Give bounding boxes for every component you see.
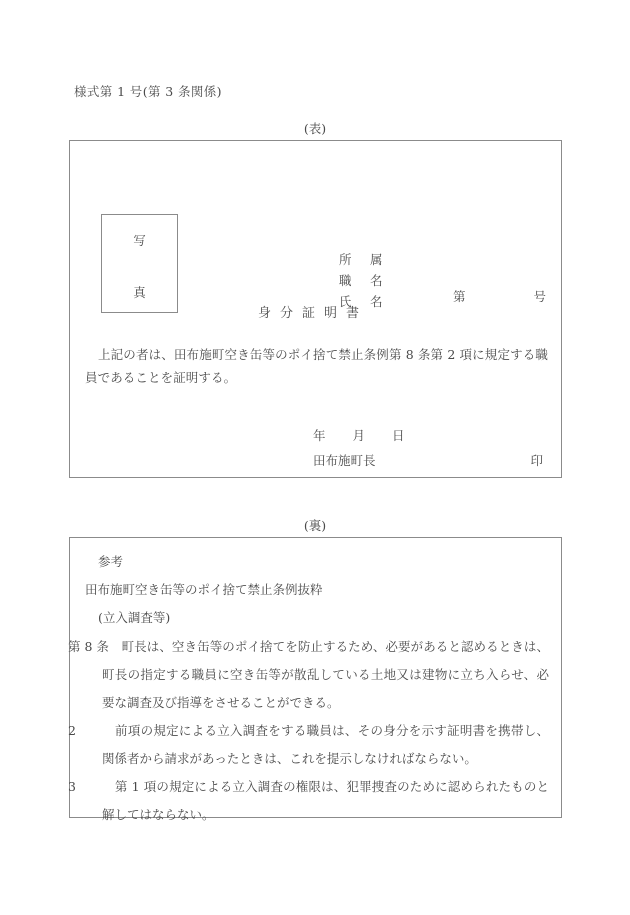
date-day-label: 日 [392, 428, 405, 443]
document-number-suffix: 号 [533, 289, 546, 304]
field-job-title-label-a: 職 [339, 273, 352, 288]
field-affiliation-label-a: 所 [339, 252, 352, 267]
field-job-title-label-b: 名 [370, 273, 383, 288]
page-title: 身分証明書 [258, 306, 369, 321]
clause-article-8-number: 第 8 条 [68, 639, 109, 654]
reference-heading: 参考 [98, 554, 124, 569]
photo-label-char-top: 写 [133, 233, 146, 248]
certificate-front-card [69, 140, 562, 478]
certificate-back-card [68, 537, 562, 822]
field-affiliation [339, 249, 383, 270]
document-number-field [453, 287, 546, 305]
clause-article-8 [68, 633, 549, 717]
front-side-marker: (表) [303, 121, 327, 136]
clause-article-8-text: 町長は、空き缶等のポイ捨てを防止するため、必要があると認めるときは、町長の指定する職員に空き缶等が散乱している土地又は建物に立ち入らせ、必要な調査及び指導をさせることができる。 [102, 639, 549, 710]
section-heading: (立入調査等) [98, 610, 171, 625]
clause-paragraph-2 [68, 717, 549, 773]
document-number-prefix: 第 [453, 289, 466, 304]
clause-paragraph-2-text: 前項の規定による立入調査をする職員は、その身分を示す証明書を携帯し、関係者から請求があったときは、これを提示しなければならない。 [102, 723, 549, 766]
clause-paragraph-3-number: 3 [68, 779, 76, 794]
field-name [339, 291, 383, 312]
date-month-label: 月 [352, 428, 366, 443]
holder-field-list [339, 249, 383, 312]
seal-mark: 印 [530, 453, 543, 468]
form-number-label: 様式第 1 号(第 3 条関係) [74, 84, 222, 99]
date-line [313, 426, 405, 444]
photo-placeholder-box [101, 214, 178, 313]
ordinance-title: 田布施町空き缶等のポイ捨て禁止条例抜粋 [85, 582, 323, 597]
field-name-label-a: 氏 [339, 294, 352, 309]
field-name-label-b: 名 [370, 294, 383, 309]
back-side-marker: (裏) [303, 518, 327, 533]
photo-label-char-bottom: 真 [133, 285, 146, 300]
clause-paragraph-3 [68, 773, 549, 829]
date-year-label: 年 [313, 428, 326, 443]
issuer-name: 田布施町長 [313, 453, 376, 468]
issuer-line [313, 451, 543, 469]
certification-statement: 上記の者は、田布施町空き缶等のポイ捨て禁止条例第 8 条第 2 項に規定する職員であることを証明する。 [85, 347, 548, 385]
field-affiliation-label-b: 属 [370, 252, 383, 267]
field-job-title [339, 270, 383, 291]
clause-paragraph-3-text: 第 1 項の規定による立入調査の権限は、犯罪捜査のために認められたものと解してはならない。 [102, 779, 549, 822]
clause-paragraph-2-number: 2 [68, 723, 76, 738]
